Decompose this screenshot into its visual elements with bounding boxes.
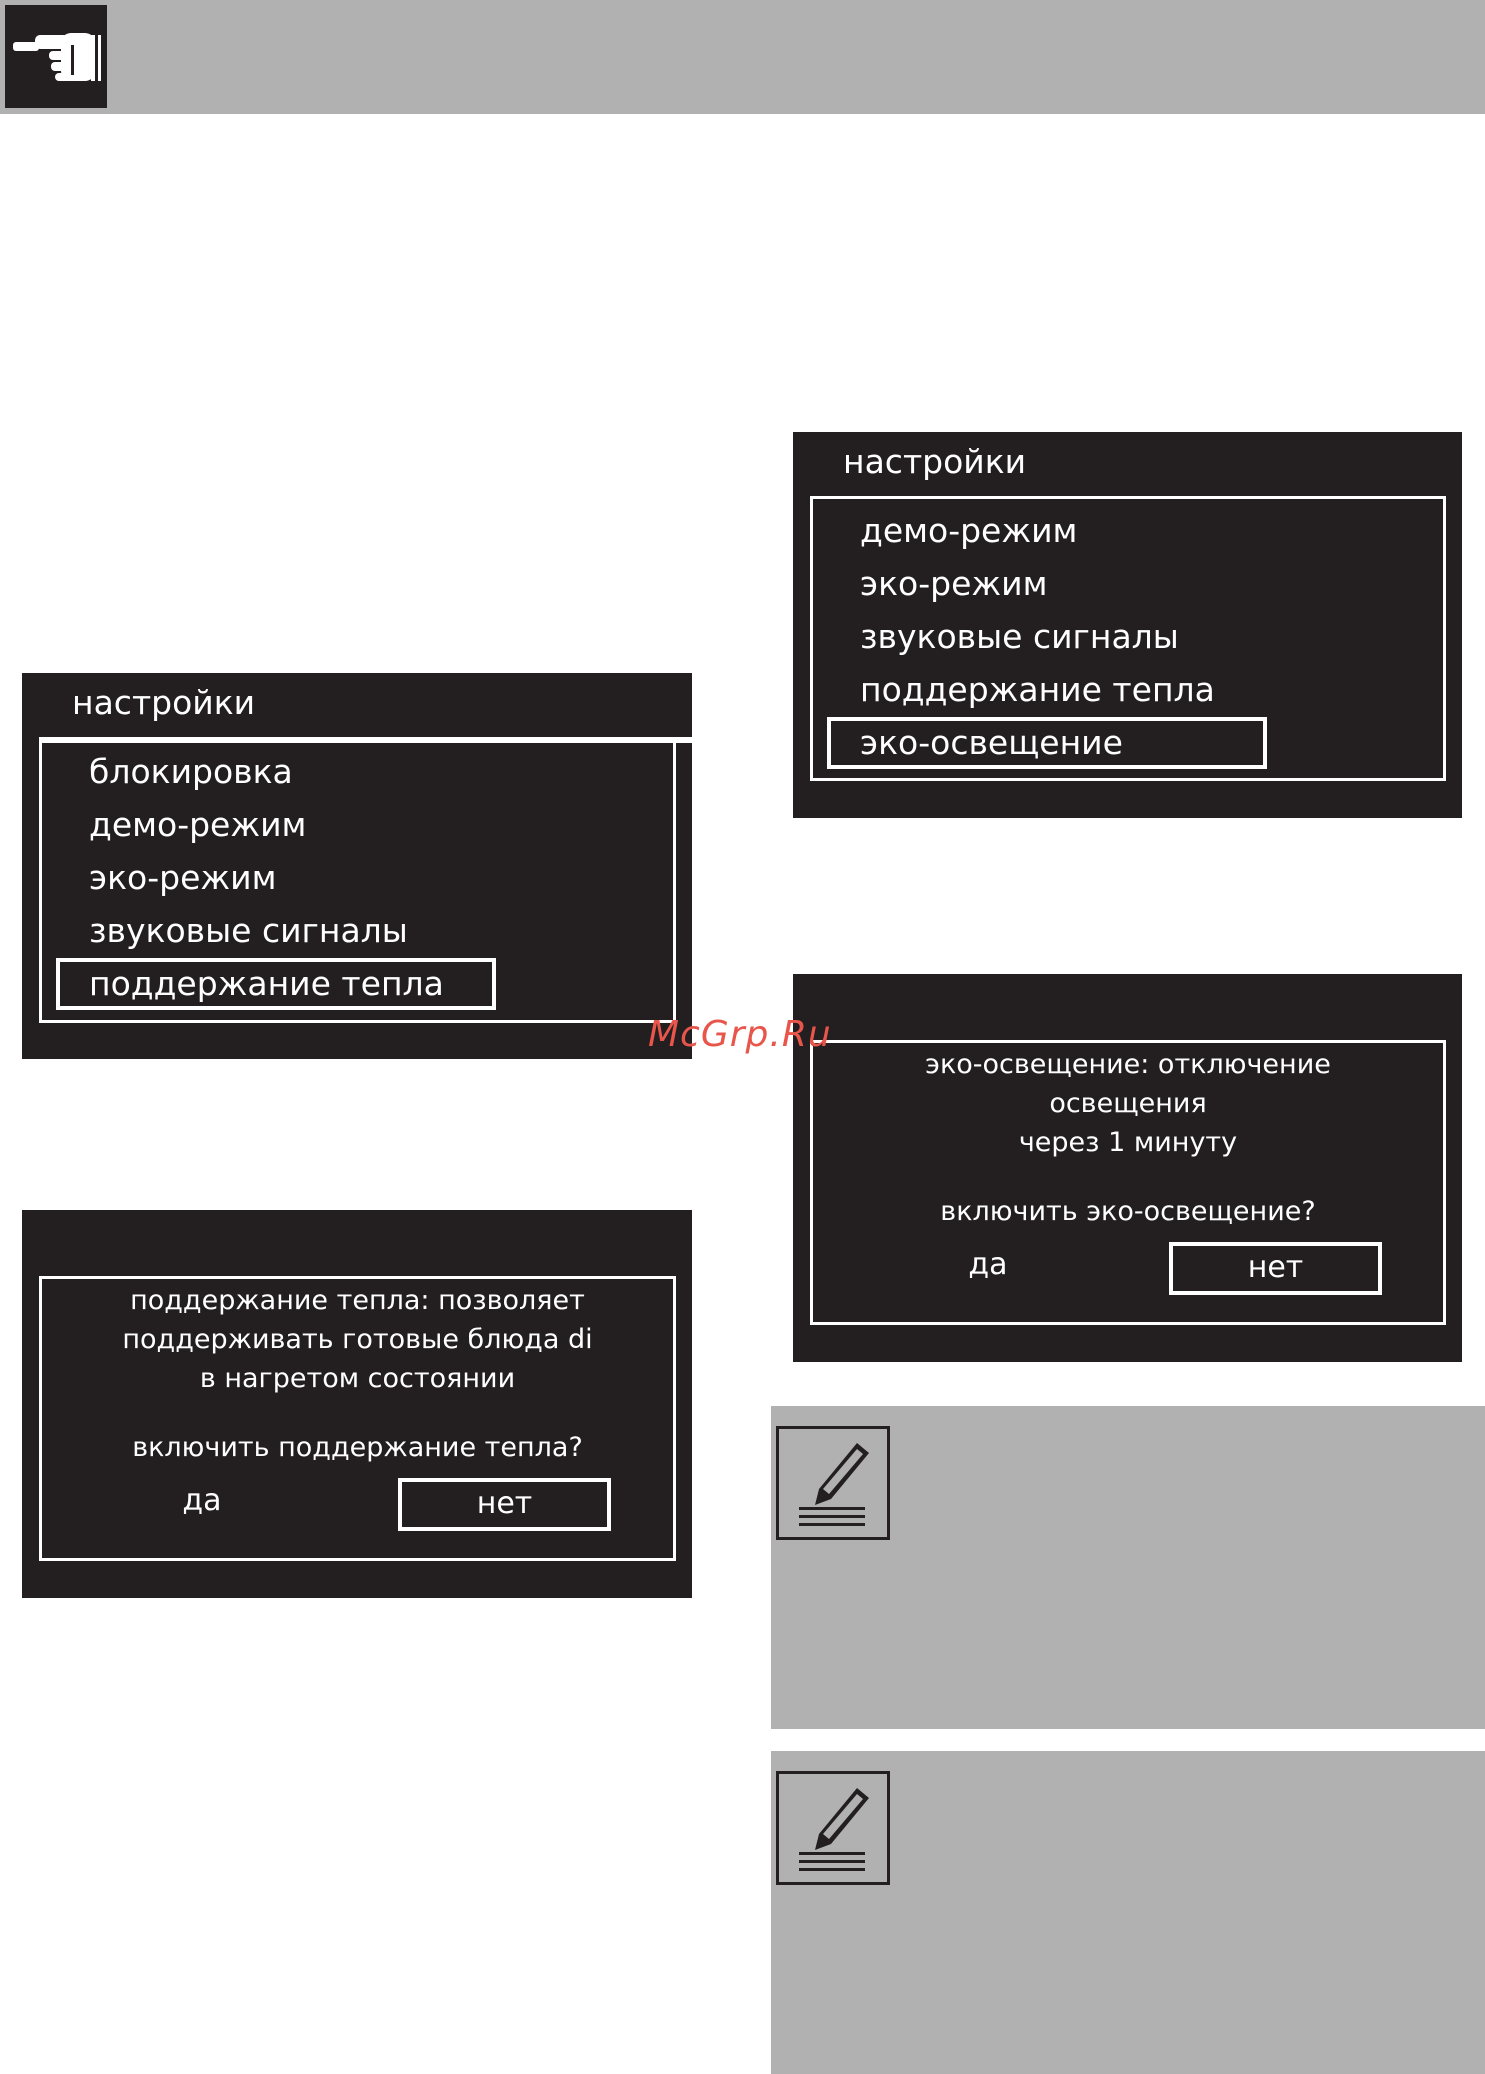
- dialog-frame: [810, 1040, 1446, 1325]
- note-block-2: [771, 1751, 1485, 2074]
- dialog-message-line-2: поддерживать готовые блюда di: [122, 1324, 593, 1355]
- dialog-message-line-1: поддержание тепла: позволяет: [130, 1285, 585, 1316]
- menu-item-eco-mode[interactable]: эко-режим: [860, 564, 1048, 603]
- yes-button[interactable]: да: [968, 1247, 1008, 1282]
- eco-light-dialog-screen: [793, 974, 1462, 1362]
- menu-item-keep-warm[interactable]: поддержание тепла: [860, 670, 1215, 709]
- menu-item-sound-signals[interactable]: звуковые сигналы: [860, 617, 1179, 656]
- dialog-frame: [39, 1276, 676, 1561]
- menu-item-demo-mode[interactable]: демо-режим: [89, 805, 307, 844]
- no-button[interactable]: нет: [1169, 1242, 1382, 1295]
- menu-item-eco-mode[interactable]: эко-режим: [89, 858, 277, 897]
- menu-item-sound-signals[interactable]: звуковые сигналы: [89, 911, 408, 950]
- dialog-message-line-1: эко-освещение: отключение: [925, 1049, 1331, 1080]
- no-button[interactable]: нет: [398, 1478, 611, 1531]
- dialog-message-line-3: в нагретом состоянии: [199, 1363, 516, 1394]
- menu-item-lock[interactable]: блокировка: [89, 752, 293, 791]
- menu-item-keep-warm[interactable]: поддержание тепла: [89, 964, 444, 1003]
- dialog-question: включить эко-освещение?: [940, 1196, 1316, 1227]
- yes-button[interactable]: да: [182, 1483, 222, 1518]
- keep-warm-dialog-screen: [22, 1210, 692, 1598]
- pencil-note-icon: [776, 1771, 890, 1885]
- dialog-question: включить поддержание тепла?: [132, 1432, 583, 1463]
- screen-title: настройки: [72, 683, 256, 722]
- watermark-logo: McGrp.Ru: [648, 1014, 832, 1055]
- dialog-message-line-2: освещения: [1049, 1088, 1207, 1119]
- top-header-bar: [0, 0, 1485, 114]
- note-block-1: [771, 1406, 1485, 1729]
- settings-menu-frame-right: [810, 496, 1446, 781]
- settings-screen-right: [793, 432, 1462, 818]
- dialog-message-line-3: через 1 минуту: [1018, 1127, 1238, 1158]
- pencil-note-icon: [776, 1426, 890, 1540]
- pointing-hand-icon: [5, 5, 107, 108]
- screen-title: настройки: [843, 442, 1027, 481]
- menu-item-demo-mode[interactable]: демо-режим: [860, 511, 1078, 550]
- menu-item-eco-light[interactable]: эко-освещение: [860, 723, 1123, 762]
